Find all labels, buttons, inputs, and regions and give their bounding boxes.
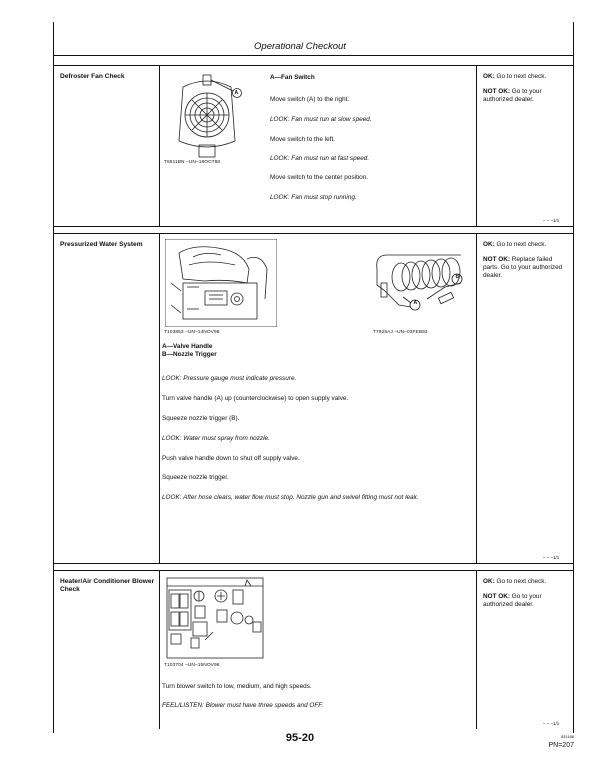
column-divider	[476, 570, 477, 729]
defroster-fan-figure	[165, 71, 255, 163]
not-ok-result: NOT OK: Replace failed parts. Go to your authorized dealer.	[483, 256, 563, 279]
section-defroster-fan-check	[53, 65, 573, 227]
step: Turn blower switch to low, medium, and high speeds.	[162, 683, 312, 690]
ok-result: OK: Go to next check.	[483, 73, 547, 80]
step: Squeeze nozzle trigger (B).	[162, 415, 240, 422]
result-column	[483, 578, 569, 616]
pn-number: PN=207	[548, 742, 574, 749]
figure-caption: T103853 –UN–14NOV96	[164, 330, 220, 335]
step: Squeeze nozzle trigger.	[162, 474, 229, 481]
title-rule	[53, 55, 573, 56]
step-look: LOOK: Fan must run at fast speed.	[270, 155, 370, 162]
result-column	[483, 241, 569, 287]
column-divider	[159, 233, 160, 563]
section-bottom-rule	[53, 226, 573, 227]
section-heading: Pressurized Water System	[60, 241, 143, 248]
step-look: LOOK: Pressure gauge must indicate pressure.	[162, 375, 297, 382]
figure-caption: T6511BN –UN–18OCT88	[164, 160, 221, 165]
blower-control-panel-figure	[165, 576, 265, 660]
column-divider	[476, 233, 477, 563]
figure-caption: T7925AJ –UN–03FEB93	[373, 330, 428, 335]
step: Move switch (A) to the right.	[270, 96, 350, 103]
section-bottom-rule	[53, 563, 573, 564]
legend-nozzle-trigger: B—Nozzle Trigger	[162, 351, 217, 358]
figure-caption: T103704 –UN–15NOV96	[164, 663, 220, 668]
step: Push valve handle down to shut off supply valve.	[162, 455, 300, 462]
water-tank-figure	[165, 239, 277, 327]
hose-nozzle-figure	[371, 239, 475, 325]
step-look: LOOK: Fan must stop running.	[270, 194, 357, 201]
ok-result: OK: Go to next check.	[483, 578, 547, 585]
step: Move switch to the left.	[270, 136, 335, 143]
page-marker: – – –1/1	[543, 555, 560, 560]
step-look: LOOK: After hose clears, water flow must stop. Nozzle gun and swivel fitting must not leak.	[162, 494, 419, 501]
step-look: LOOK: Water must spray from nozzle.	[162, 435, 270, 442]
page-title: Operational Checkout	[254, 41, 346, 52]
callout-a: A	[413, 300, 418, 306]
column-divider	[159, 65, 160, 227]
section-heading: Heater/Air Conditioner Blower Check	[60, 578, 155, 593]
legend-valve-handle: A—Valve Handle	[162, 343, 213, 350]
not-ok-result: NOT OK: Go to your authorized dealer.	[483, 593, 542, 608]
document-code: 831188	[560, 734, 574, 739]
section-heater-blower-check	[53, 570, 573, 729]
page-marker: – – –1/1	[543, 721, 560, 726]
column-divider	[159, 570, 160, 729]
section-pressurized-water-system	[53, 233, 573, 563]
page-marker: – – –1/1	[543, 218, 560, 223]
legend-fan-switch: A—Fan Switch	[270, 74, 315, 81]
section-heading: Defroster Fan Check	[60, 73, 125, 80]
section-top-rule	[53, 570, 573, 571]
section-top-rule	[53, 65, 573, 66]
page-border-right	[573, 22, 574, 733]
step: Turn valve handle (A) up (counterclockwise) to open supply valve.	[162, 395, 349, 402]
step-look: LOOK: Fan must run at slow speed.	[270, 116, 372, 123]
not-ok-result: NOT OK: Go to your authorized dealer.	[483, 88, 542, 103]
section-top-rule	[53, 233, 573, 234]
callout-b: B	[455, 274, 460, 280]
ok-result: OK: Go to next check.	[483, 241, 547, 248]
step: Move switch to the center position.	[270, 174, 369, 181]
page-number: 95-20	[285, 732, 315, 744]
result-column	[483, 73, 569, 111]
callout-a: A	[234, 90, 239, 96]
step-look: FEEL/LISTEN: Blower must have three speeds and OFF.	[162, 702, 324, 709]
column-divider	[476, 65, 477, 227]
